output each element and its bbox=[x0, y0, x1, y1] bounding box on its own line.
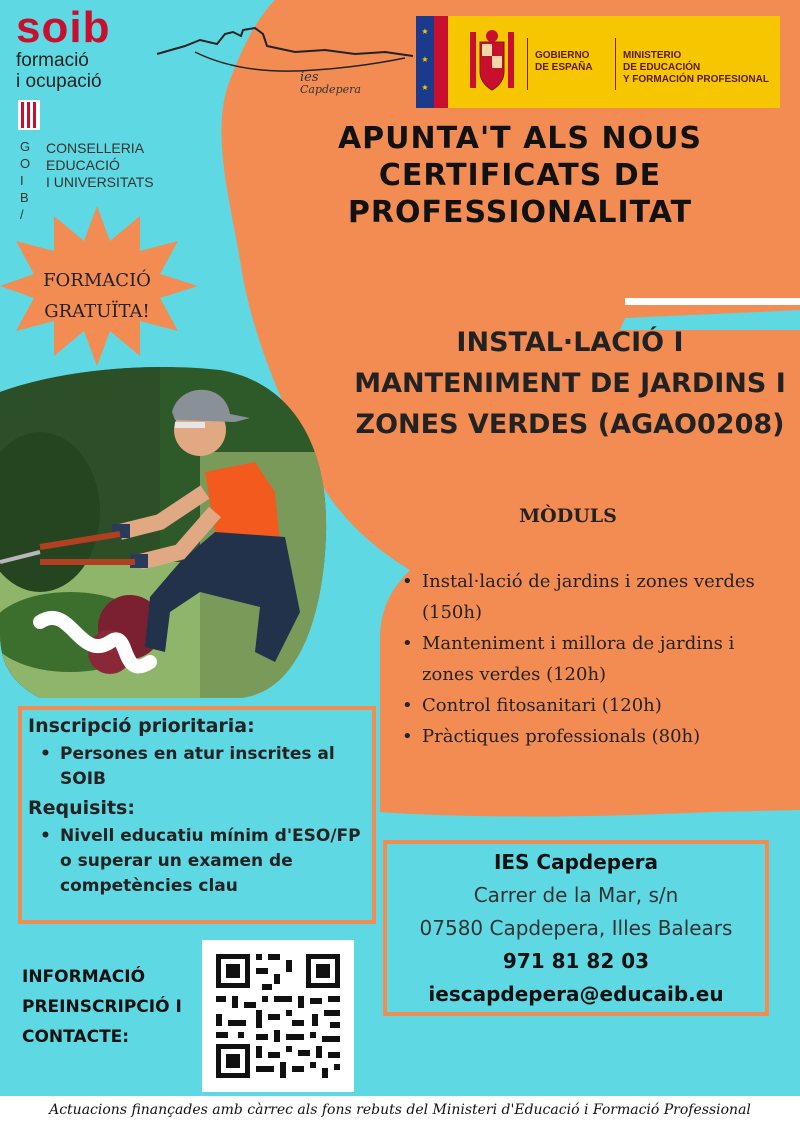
contact-content bbox=[387, 846, 765, 1011]
priority-heading: Inscripció prioritaria: bbox=[28, 715, 255, 737]
svg-text:★: ★ bbox=[421, 83, 429, 92]
email-link[interactable]: iescapdepera@educaib.eu bbox=[428, 982, 724, 1006]
ministry-divider-2 bbox=[615, 38, 616, 90]
info-label: INFORMACIÓ PREINSCRIPCIÓ I CONTACTE: bbox=[22, 967, 182, 1047]
module-item: • Control fitosanitari (120h) bbox=[400, 690, 790, 721]
soib-brand: soib bbox=[16, 3, 111, 52]
mountain-fortress-icon bbox=[155, 22, 415, 100]
gardener-trimming-hedge-icon bbox=[0, 362, 328, 700]
decorative-divider bbox=[625, 298, 800, 305]
modules-list bbox=[400, 566, 790, 752]
svg-text:★: ★ bbox=[421, 55, 429, 64]
qr-code-icon[interactable] bbox=[202, 940, 354, 1092]
ies-logo-text: ies Capdepera bbox=[300, 70, 361, 96]
modules-heading: MÒDULS bbox=[519, 505, 617, 527]
requisits-item: • Nivell educatiu mínim d'ESO/FP o superar un examen de competències clau bbox=[28, 824, 373, 899]
requisits-list bbox=[28, 824, 373, 899]
requirements-content bbox=[28, 712, 373, 901]
soib-logo bbox=[16, 3, 111, 92]
ministry-divider bbox=[527, 38, 528, 90]
school-city: 07580 Capdepera, Illes Balears bbox=[419, 916, 733, 940]
module-item: • Instal·lació de jardins i zones verdes (150h) bbox=[400, 566, 790, 628]
soib-line2: i ocupació bbox=[16, 71, 102, 92]
free-training-badge-text: FORMACIÓ GRATUÏTA! bbox=[43, 270, 151, 322]
module-item: • Pràctiques professionals (80h) bbox=[400, 721, 790, 752]
priority-list bbox=[28, 742, 373, 792]
spain-coat-of-arms-icon bbox=[462, 28, 522, 96]
balearic-flag-icon bbox=[18, 100, 40, 130]
footer-funding-text: Actuacions finançades amb càrrec als fons rebuts del Ministeri d'Educació i Formació Professional bbox=[49, 1102, 751, 1118]
goib-conselleria-text: CONSELLERIA EDUCACIÓ I UNIVERSITATS bbox=[46, 140, 154, 190]
school-name: IES Capdepera bbox=[493, 850, 659, 874]
eu-spain-flag-icon bbox=[416, 16, 448, 108]
course-title: INSTAL·LACIÓ I MANTENIMENT DE JARDINS I ZONES VERDES (AGAO0208) bbox=[354, 327, 786, 440]
svg-text:★: ★ bbox=[421, 27, 429, 36]
main-headline: APUNTA'T ALS NOUS CERTIFICATS DE PROFESSIONALITAT bbox=[337, 121, 703, 230]
goib-letters: G O I B / bbox=[20, 139, 31, 222]
module-item: • Manteniment i millora de jardins i zones verdes (120h) bbox=[400, 628, 790, 690]
school-address: Carrer de la Mar, s/n bbox=[473, 883, 679, 907]
soib-line1: formació bbox=[16, 50, 89, 71]
phone-number[interactable]: 971 81 82 03 bbox=[502, 949, 650, 973]
ministerio-text: MINISTERIO DE EDUCACIÓN Y FORMACIÓN PROFESIONAL bbox=[623, 50, 769, 85]
gobierno-text: GOBIERNO DE ESPAÑA bbox=[535, 50, 593, 73]
priority-item: • Persones en atur inscrites al SOIB bbox=[28, 742, 373, 792]
requisits-heading: Requisits: bbox=[28, 797, 135, 819]
